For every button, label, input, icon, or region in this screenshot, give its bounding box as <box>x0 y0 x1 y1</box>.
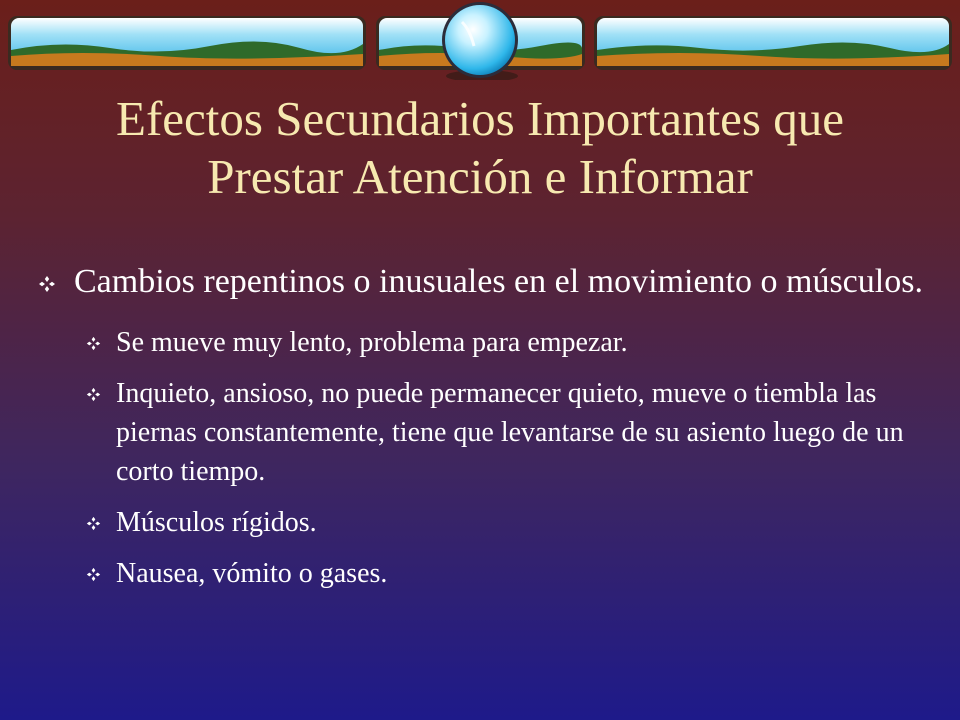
sub-bullet <box>116 554 930 593</box>
bullet-main <box>74 258 930 305</box>
sub-bullet-text: Inquieto, ansioso, no puede permanecer quieto, mueve o tiembla las piernas constantemente, tiene que levantarse de su asiento luego de un corto tiempo. <box>116 378 904 487</box>
landscape-banner <box>0 0 960 80</box>
slide-body <box>0 258 960 605</box>
four-diamond-bullet-icon <box>38 275 56 293</box>
banner-panel-left <box>8 16 366 70</box>
slide-title-line-1: Efectos Secundarios Importantes que <box>116 91 844 146</box>
slide-title <box>0 90 960 206</box>
bullet-main-text: Cambios repentinos o inusuales en el movimiento o músculos. <box>74 263 923 300</box>
four-diamond-bullet-icon <box>86 516 101 531</box>
sub-bullet <box>116 503 930 542</box>
sub-bullet-text: Músculos rígidos. <box>116 507 317 538</box>
sub-bullet-text: Se mueve muy lento, problema para empezar. <box>116 327 628 358</box>
sub-bullet <box>116 323 930 362</box>
four-diamond-bullet-icon <box>86 387 101 402</box>
sub-bullet <box>116 374 930 491</box>
four-diamond-bullet-icon <box>86 567 101 582</box>
four-diamond-bullet-icon <box>86 336 101 351</box>
slide-title-line-2: Prestar Atención e Informar <box>207 149 753 204</box>
banner-panel-right <box>594 16 952 70</box>
sub-bullet-text: Nausea, vómito o gases. <box>116 558 388 589</box>
